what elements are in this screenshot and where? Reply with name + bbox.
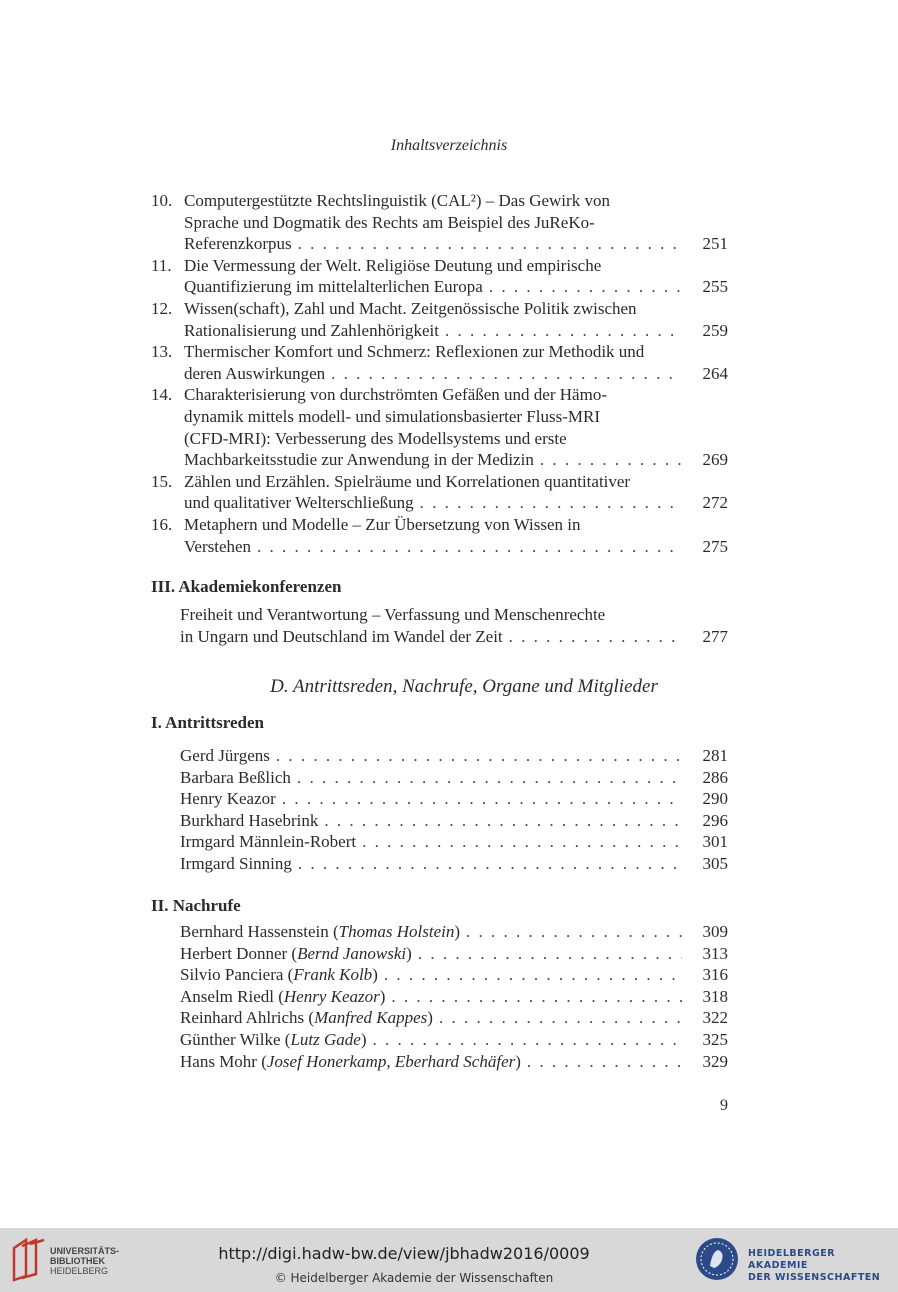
toc-entry (151, 298, 728, 341)
leader-dots (298, 233, 682, 255)
entry-page-number: 277 (702, 626, 728, 646)
toc-last-line (184, 363, 728, 385)
toc-last-line (184, 233, 728, 255)
entry-title-line: (CFD-MRI): Verbesserung des Modellsystems und erste (184, 428, 567, 448)
leader-dots (391, 986, 682, 1008)
entry-number: 12. (151, 298, 173, 318)
deceased-name: Hans Mohr (180, 1051, 257, 1071)
toc-last-line (184, 492, 728, 514)
toc-last-line (180, 788, 728, 810)
toc-last-line (180, 626, 728, 648)
entry-page-number: 329 (702, 1051, 728, 1071)
page-number: 9 (720, 1097, 728, 1114)
entry-page-number: 309 (702, 922, 728, 941)
obituary-author: Henry Keazor (283, 986, 380, 1006)
toc-entry (151, 341, 728, 384)
leader-dots (509, 626, 682, 648)
entry-body (180, 1029, 728, 1051)
entry-page-number: 259 (702, 320, 728, 340)
toc-last-line (180, 810, 728, 832)
deceased-name: Reinhard Ahlrichs (180, 1008, 305, 1028)
entry-page-number: 296 (702, 810, 728, 830)
toc-last-line (180, 831, 728, 853)
entry-title-end: Irmgard Sinning (180, 853, 292, 873)
entry-body (180, 964, 728, 986)
entry-body (180, 788, 728, 810)
entry-body (180, 767, 728, 789)
toc-last-line (180, 1051, 728, 1073)
toc-entry (151, 1051, 728, 1073)
entry-title-end: Verstehen (184, 536, 252, 556)
leader-dots (489, 276, 682, 298)
toc-block-nachrufe (151, 921, 728, 1072)
entry-title-end: in Ungarn und Deutschland im Wandel der Zeit (180, 626, 503, 646)
running-header: Inhaltsverzeichnis (390, 137, 508, 154)
entry-page-number: 313 (702, 943, 728, 963)
leader-dots (527, 1051, 682, 1073)
toc-entry (151, 964, 728, 986)
leader-dots (384, 964, 682, 986)
toc-last-line (180, 853, 728, 875)
entry-body (184, 255, 728, 298)
footer-bar (0, 1228, 898, 1292)
leader-dots (540, 449, 682, 471)
leader-dots (420, 492, 682, 514)
entry-title-end: Silvio Panciera (Frank Kolb) (180, 965, 378, 985)
toc-entry (151, 255, 728, 298)
entry-body (180, 831, 728, 853)
toc-entry (151, 921, 728, 943)
toc-last-line (180, 767, 728, 789)
entry-page-number: 305 (702, 853, 728, 873)
entry-body (180, 1007, 728, 1029)
deceased-name: Anselm Riedl (180, 986, 274, 1006)
toc-entry (151, 943, 728, 965)
toc-entry (151, 810, 728, 832)
entry-number: 14. (151, 385, 173, 405)
leader-dots (298, 853, 682, 875)
entry-number: 11. (151, 255, 172, 275)
entry-title-end: Günther Wilke (Lutz Gade) (180, 1029, 367, 1049)
toc-entry (151, 745, 728, 767)
leader-dots (445, 320, 682, 342)
obituary-author: Frank Kolb (293, 965, 373, 985)
academy-name: HEIDELBERGER AKADEMIE DER WISSENSCHAFTEN (748, 1248, 881, 1283)
entry-page-number: 275 (702, 536, 728, 556)
entry-page-number: 281 (702, 746, 728, 765)
entry-title-end: Quantifizierung im mittelalterlichen Europa (184, 277, 483, 297)
toc-entry (151, 384, 728, 470)
toc-last-line (180, 986, 728, 1008)
toc-entry (151, 767, 728, 789)
toc-entry (151, 604, 728, 647)
toc-last-line (184, 536, 728, 558)
entry-title-end: Barbara Beßlich (180, 767, 291, 787)
toc-last-line (180, 943, 728, 965)
library-name: UNIVERSITÄTS- BIBLIOTHEK HEIDELBERG (50, 1246, 120, 1276)
entry-body (180, 921, 728, 943)
leader-dots (257, 536, 682, 558)
entry-body (184, 384, 728, 470)
entry-page-number: 255 (702, 277, 728, 297)
entry-body (180, 745, 728, 767)
toc-entry (151, 1007, 728, 1029)
entry-title-end: Henry Keazor (180, 789, 276, 809)
toc-block-iii (151, 604, 728, 647)
leader-dots (324, 810, 682, 832)
entry-page-number: 322 (702, 1008, 728, 1028)
entry-title-end: Reinhard Ahlrichs (Manfred Kappes) (180, 1008, 433, 1028)
entry-body (180, 1051, 728, 1073)
leader-dots (276, 745, 682, 767)
section-heading-antrittsreden: I. Antrittsreden (151, 713, 265, 732)
entry-title-end: Hans Mohr (Josef Honerkamp, Eberhard Schäfer) (180, 1051, 521, 1071)
entry-number: 15. (151, 471, 173, 491)
deceased-name: Herbert Donner (180, 943, 288, 963)
entry-body (184, 471, 728, 514)
leader-dots (418, 943, 682, 965)
entry-page-number: 286 (702, 767, 728, 787)
entry-title-end: Rationalisierung und Zahlenhörigkeit (184, 320, 439, 340)
leader-dots (282, 788, 682, 810)
toc-last-line (180, 1029, 728, 1051)
entry-title-end: und qualitativer Welterschließung (184, 493, 414, 513)
entry-title-line: dynamik mittels modell- und simulationsbasierter Fluss-MRI (184, 406, 600, 426)
entry-title-end: Herbert Donner (Bernd Janowski) (180, 943, 412, 963)
entry-title-line: Die Vermessung der Welt. Religiöse Deutung und empirische (184, 255, 602, 275)
entry-body (184, 341, 728, 384)
leader-dots (372, 1029, 682, 1051)
toc-last-line (180, 964, 728, 986)
toc-entry (151, 788, 728, 810)
entry-page-number: 269 (702, 450, 728, 470)
entry-title-end: Machbarkeitsstudie zur Anwendung in der Medizin (184, 450, 534, 470)
toc-entry (151, 986, 728, 1008)
entry-number: 10. (151, 191, 173, 210)
section-heading-nachrufe: II. Nachrufe (151, 896, 241, 915)
toc-last-line (184, 276, 728, 298)
copyright-text: © Heidelberger Akademie der Wissenschaften (274, 1271, 554, 1285)
obituary-author: Josef Honerkamp, Eberhard Schäfer (266, 1051, 516, 1071)
entry-number: 16. (151, 514, 173, 534)
document-url-link[interactable]: http://digi.hadw-bw.de/view/jbhadw2016/0009 (218, 1244, 590, 1263)
toc-entry (151, 831, 728, 853)
entry-title-end: Referenzkorpus (184, 234, 292, 254)
entry-title-line: Freiheit und Verantwortung – Verfassung und Menschenrechte (180, 605, 606, 624)
entry-page-number: 316 (702, 965, 728, 985)
obituary-author: Lutz Gade (290, 1029, 361, 1049)
toc-last-line (180, 745, 728, 767)
leader-dots (297, 767, 682, 789)
entry-page-number: 301 (702, 832, 728, 852)
entry-page-number: 290 (702, 789, 728, 809)
entry-title-end: Bernhard Hassenstein (Thomas Holstein) (180, 922, 461, 941)
leader-dots (362, 831, 682, 853)
entry-title-line: Sprache und Dogmatik des Rechts am Beispiel des JuReKo- (184, 212, 595, 232)
entry-page-number: 325 (702, 1029, 728, 1049)
entry-title-end: Burkhard Hasebrink (180, 810, 319, 830)
obituary-author: Bernd Janowski (297, 943, 407, 963)
deceased-name: Bernhard Hassenstein (180, 922, 329, 941)
entry-title-end: deren Auswirkungen (184, 363, 326, 383)
entry-title-line: Charakterisierung von durchströmten Gefäßen und der Hämo- (184, 385, 607, 405)
entry-body (180, 853, 728, 875)
entry-body (180, 943, 728, 965)
toc-block-antrittsreden (151, 745, 728, 875)
leader-dots (439, 1007, 682, 1029)
toc-entry (151, 853, 728, 875)
entry-page-number: 251 (702, 234, 728, 254)
deceased-name: Günther Wilke (180, 1029, 281, 1049)
entry-body (180, 604, 728, 647)
entry-body (184, 514, 728, 557)
entry-title-end: Gerd Jürgens (180, 746, 270, 765)
leader-dots (466, 921, 682, 943)
toc-entry (151, 471, 728, 514)
entry-number: 13. (151, 342, 173, 362)
leader-dots (331, 363, 682, 385)
toc-last-line (180, 921, 728, 943)
entry-body (180, 810, 728, 832)
obituary-author: Manfred Kappes (314, 1008, 428, 1028)
entry-body (184, 298, 728, 341)
entry-title-end: Irmgard Männlein-Robert (180, 832, 357, 852)
entry-title-line: Thermischer Komfort und Schmerz: Reflexionen zur Methodik und (184, 342, 645, 362)
part-heading-d: D. Antrittsreden, Nachrufe, Organe und Mitglieder (270, 676, 658, 697)
entry-title-line: Metaphern und Modelle – Zur Übersetzung von Wissen in (184, 514, 581, 534)
toc-last-line (184, 320, 728, 342)
section-heading-iii: III. Akademiekonferenzen (151, 577, 342, 596)
toc-last-line (184, 449, 728, 471)
academy-seal-icon[interactable] (694, 1236, 740, 1282)
entry-page-number: 264 (702, 363, 728, 383)
obituary-author: Thomas Holstein (338, 922, 455, 941)
toc-last-line (180, 1007, 728, 1029)
entry-title-line: Zählen und Erzählen. Spielräume und Korrelationen quantitativer (184, 471, 631, 491)
entry-title-line: Wissen(schaft), Zahl und Macht. Zeitgenössische Politik zwischen (184, 298, 637, 318)
toc-block-c2 (151, 190, 728, 557)
entry-body (184, 190, 728, 255)
entry-body (180, 986, 728, 1008)
toc-entry (151, 514, 728, 557)
entry-title-line: Computergestützte Rechtslinguistik (CAL²) – Das Gewirk von (184, 191, 610, 210)
deceased-name: Silvio Panciera (180, 965, 284, 985)
entry-page-number: 318 (702, 986, 728, 1006)
entry-title-end: Anselm Riedl (Henry Keazor) (180, 986, 386, 1006)
entry-page-number: 272 (702, 493, 728, 513)
toc-entry (151, 1029, 728, 1051)
toc-entry (151, 190, 728, 255)
